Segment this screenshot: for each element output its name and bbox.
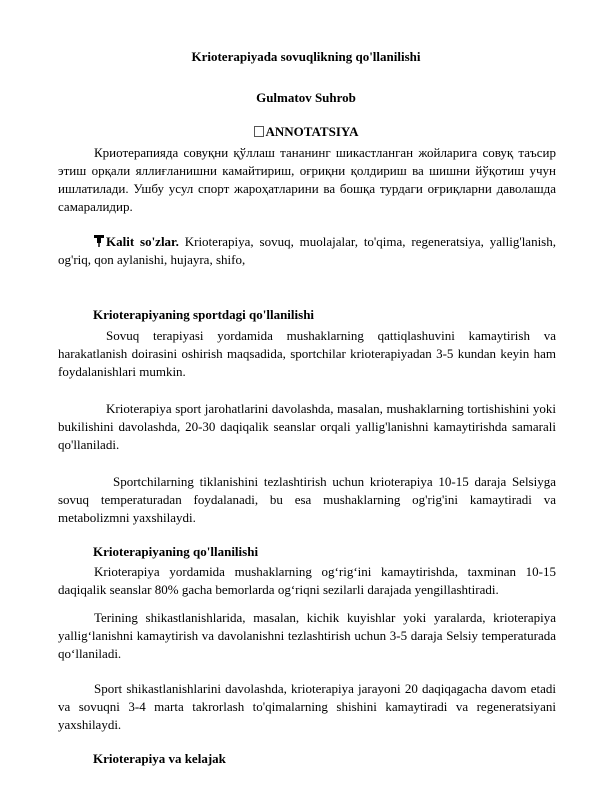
annotation-text: Криотерапияда совуқни қўллаш тананинг шикастланган жойларига совуқ таъсир этиш орқали яллиғланишни камайтириш, оғриқни қолдириш ва шишни йўқотиш учун ишлатилади. Ушбу усул спорт жароҳатларини ва бошқа турдаги оғриқларни даволашда самаралидир. [58, 145, 556, 214]
annotation-heading-text: ANNOTATSIYA [265, 124, 359, 139]
section-paragraph: Sport shikastlanishlarini davolashda, krioterapiya jarayoni 20 daqiqagacha davom etadi va sovuqni 3-4 marta takrorlash to'qimalarning shishini kamaytiradi va regeneratsiyani yaxshilaydi. [58, 681, 556, 732]
section-heading: Krioterapiyaning qo'llanilishi [93, 544, 259, 559]
section-paragraph: Sportchilarning tiklanishini tezlashtirish uchun krioterapiya 10-15 daraja Selsiyga sovuq temperaturadan foydalanadi, bu esa mushaklarning og'rig'ini kamaytiradi va metabolizmni yaxshilaydi. [58, 474, 556, 525]
keywords-text: Krioterapiya, sovuq, muolajalar, to'qima, regeneratsiya, yallig'lanish, og'riq, qon aylanishi, hujayra, shifo, [58, 234, 556, 267]
missing-glyph-icon [254, 126, 264, 137]
section-paragraph: Krioterapiya sport jarohatlarini davolashda, masalan, mushaklarning tortishishini yoki bukilishini davolashda, 20-30 daqiqalik seanslar orqali yallig'lanishni kamaytirishda samarali qo'llaniladi. [58, 401, 556, 452]
paper-title: Krioterapiyada sovuqlikning qo'llanilishi [191, 49, 421, 64]
keywords-paragraph [58, 233, 556, 269]
keywords-label: Kalit so'zlar. [106, 234, 179, 249]
section-paragraph: Sovuq terapiyasi yordamida mushaklarning qattiqlashuvini kamaytirish va harakatlanish doirasini oshirish maqsadida, sportchilar krioterapiyadan 3-5 kundan keyin ham foydalanishlari mumkin. [58, 328, 556, 379]
section-heading: Krioterapiya va kelajak [93, 751, 226, 766]
author-name: Gulmatov Suhrob [256, 90, 356, 105]
annotation-heading [0, 124, 612, 140]
pushpin-icon [94, 235, 104, 247]
section-paragraph: Terining shikastlanishlarida, masalan, kichik kuyishlar yoki yaralarda, krioterapiya yallig‘lanishni kamaytirish va davolanishni tezlashtirish uchun 3-5 daraja Selsiy temperaturada qo‘llaniladi. [58, 610, 556, 661]
section-paragraph: Krioterapiya yordamida mushaklarning og‘rig‘ini kamaytirishda, taxminan 10-15 daqiqalik seanslar 80% gacha bemorlarda og‘riqni sezilarli darajada yengillashtiradi. [58, 564, 556, 597]
section-heading: Krioterapiyaning sportdagi qo'llanilishi [93, 307, 315, 322]
